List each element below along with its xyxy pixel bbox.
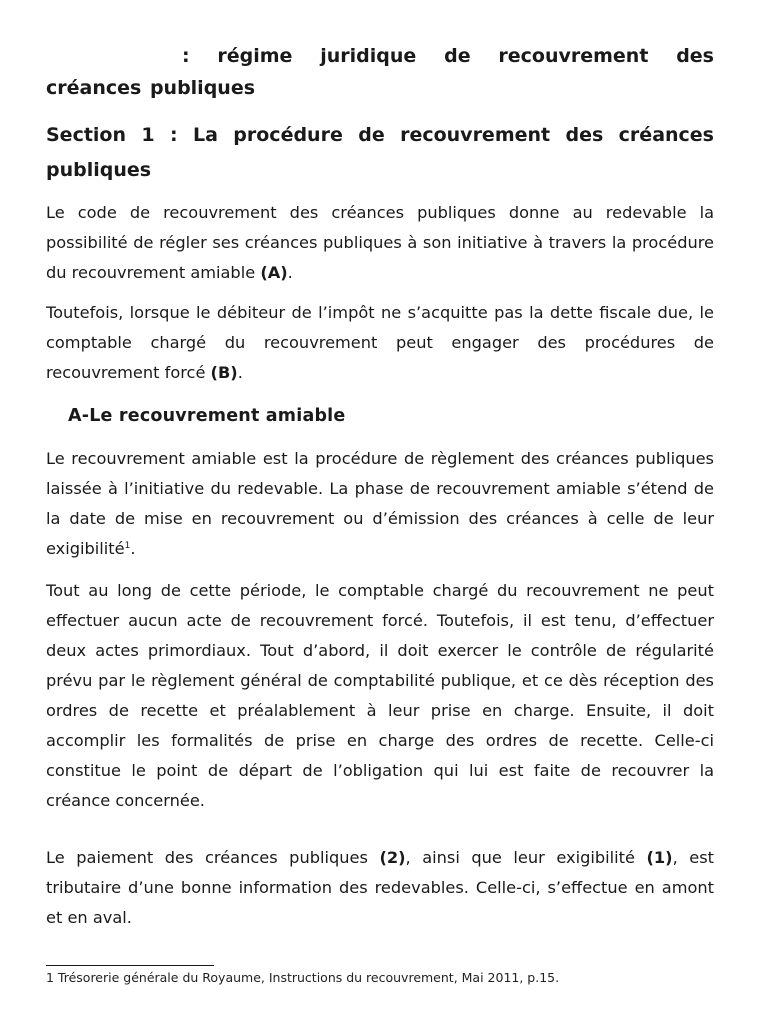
subsection-paragraph-1: [46, 444, 714, 564]
footnote-reference: 1: [124, 541, 131, 551]
intro-paragraph-2-end: .: [237, 363, 243, 382]
section-title: Section 1 : La procédure de recouvrement des créances publiques: [46, 124, 714, 181]
subsection-paragraph-3-ref-a: (2): [379, 848, 406, 867]
subsection-paragraph-1-end: .: [130, 539, 136, 558]
subsection-title: A-Le recouvrement amiable: [68, 406, 346, 426]
subsection-paragraph-3: [46, 843, 714, 933]
intro-paragraph-2-ref: (B): [210, 363, 238, 382]
subsection-paragraph-3-text-b: , ainsi que leur exigibilité: [405, 848, 647, 867]
intro-paragraph-1-text: Le code de recouvrement des créances publiques donne au redevable la possibilité de régler ses créances publiques à son initiative à travers la procédure du recouvrement amiable: [46, 203, 714, 282]
subsection-paragraph-3-text-a: Le paiement des créances publiques: [46, 848, 380, 867]
subsection-paragraph-1-text: Le recouvrement amiable est la procédure de règlement des créances publiques laissée à l’initiative du redevable. La phase de recouvrement amiable s’étend de la date de mise en recouvrement ou d’émission des créances à celle de leur exigibilité: [46, 449, 714, 558]
subsection-paragraph-3-text-c: , est tributaire d’une bonne information des redevables. Celle-ci, s’effectue en amont et en aval.: [46, 848, 714, 927]
intro-paragraph-2-text: Toutefois, lorsque le débiteur de l’impôt ne s’acquitte pas la dette fiscale due, le comptable chargé du recouvrement peut engager des procédures de recouvrement forcé: [46, 303, 714, 382]
intro-paragraph-1: [46, 198, 714, 288]
footnote-separator: [46, 965, 214, 966]
intro-paragraph-1-ref: (A): [260, 263, 288, 282]
intro-paragraph-2: [46, 298, 714, 388]
intro-paragraph-1-end: .: [287, 263, 293, 282]
chapter-title-text: : régime juridique de recouvrement des créances publiques: [46, 45, 714, 99]
footnote: 1 Trésorerie générale du Royaume, Instructions du recouvrement, Mai 2011, p.15.: [46, 970, 560, 985]
chapter-title: [46, 40, 714, 104]
subsection-paragraph-2: Tout au long de cette période, le comptable chargé du recouvrement ne peut effectuer aucun acte de recouvrement forcé. Toutefois, il est tenu, d’effectuer deux actes primordiaux. Tout d’abord, il doit exercer le contrôle de régularité prévu par le règlement général de comptabilité publique, et ce dès réception des ordres de recette et préalablement à leur prise en charge. Ensuite, il doit accomplir les formalités de prise en charge des ordres de recette. Celle-ci constitue le point de départ de l’obligation qui lui est faite de recouvrer la créance concernée.: [46, 581, 714, 810]
subsection-paragraph-3-ref-b: (1): [646, 848, 673, 867]
